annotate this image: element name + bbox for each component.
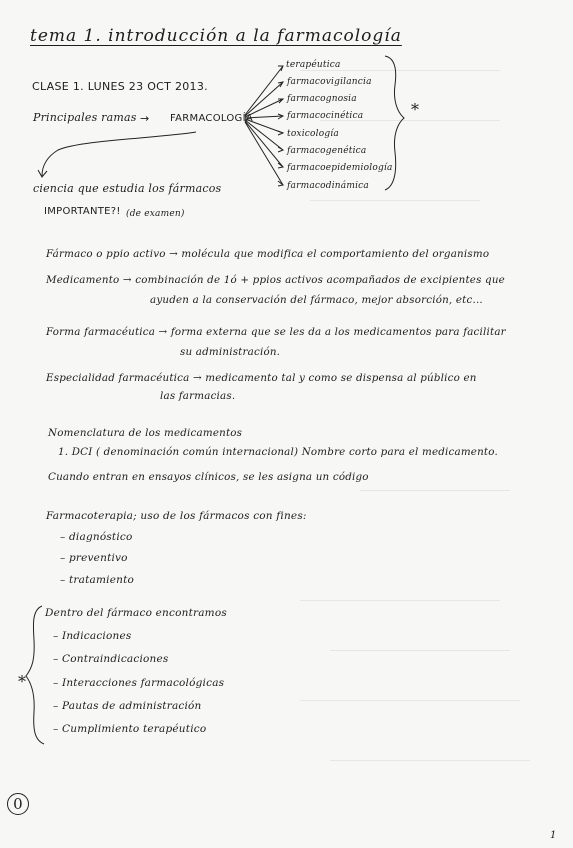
especialidad-definition-1: Especialidad farmacéutica → medicamento tal y como se dispensa al público en <box>46 372 477 384</box>
farmacoterapia-line: Farmacoterapia; uso de los fármacos con fines: <box>46 510 307 522</box>
dentro-label: Cumplimiento terapéutico <box>62 723 207 735</box>
dentro-label: Pautas de administración <box>62 700 202 712</box>
page-circle: 0 <box>7 793 29 815</box>
nomenclatura-title: Nomenclatura de los medicamentos <box>48 427 243 439</box>
arrow-glyph: → <box>140 112 150 125</box>
branch-item: farmacovigilancia <box>287 77 372 87</box>
branches-label: Principales ramas <box>33 111 137 124</box>
dentro-label: Indicaciones <box>62 630 132 642</box>
dentro-label: Contraindicaciones <box>62 653 169 665</box>
farmaco-definition: Fármaco o ppio activo → molécula que modifica el comportamiento del organismo <box>46 248 490 260</box>
branch-item: farmacoepidemiología <box>287 163 393 173</box>
class-header: CLASE 1. LUNES 23 OCT 2013. <box>32 80 208 93</box>
dentro-label: Interacciones farmacológicas <box>62 677 225 689</box>
dentro-item: – Contraindicaciones <box>53 653 169 665</box>
fin-label: preventivo <box>69 552 128 564</box>
especialidad-definition-2: las farmacias. <box>160 390 236 402</box>
dentro-title: Dentro del fármaco encontramos <box>45 607 227 619</box>
forma-definition-1: Forma farmacéutica → forma externa que se les da a los medicamentos para facilitar <box>46 326 506 338</box>
forma-definition-2: su administración. <box>180 346 281 358</box>
fin-label: tratamiento <box>69 574 135 586</box>
branch-item: farmacognosia <box>287 94 357 104</box>
branch-item: terapéutica <box>286 60 341 70</box>
medicamento-definition-1: Medicamento → combinación de 1ó + ppios activos acompañados de excipientes que <box>46 274 505 286</box>
dentro-item: – Cumplimiento terapéutico <box>53 723 207 735</box>
branch-item: farmacodinámica <box>287 181 369 191</box>
dentro-item: – Interacciones farmacológicas <box>53 677 225 689</box>
dentro-item: – Indicaciones <box>53 630 132 642</box>
dci-line: 1. DCI ( denominación común internacional) Nombre corto para el medicamento. <box>58 446 498 458</box>
center-word: FARMACOLOGÍA <box>170 113 253 124</box>
dentro-item: – Pautas de administración <box>53 700 202 712</box>
page-number: 1 <box>550 830 557 841</box>
definition-text: ciencia que estudia los fármacos <box>33 182 222 195</box>
fin-item: – preventivo <box>60 552 128 564</box>
branch-item: farmacocinética <box>287 111 364 121</box>
star-mark: * <box>411 100 420 119</box>
branch-item: farmacogenética <box>287 146 367 156</box>
important-label: IMPORTANTE?! <box>44 206 121 217</box>
fin-item: – tratamiento <box>60 574 135 586</box>
ensayos-line: Cuando entran en ensayos clínicos, se les asigna un código <box>48 471 369 483</box>
fin-label: diagnóstico <box>69 531 133 543</box>
branch-item: toxicología <box>287 129 339 139</box>
exam-note: (de examen) <box>126 209 185 219</box>
fin-item: – diagnóstico <box>60 531 133 543</box>
star-mark: * <box>18 672 27 691</box>
page-title: tema 1. introducción a la farmacología <box>30 26 402 46</box>
medicamento-definition-2: ayuden a la conservación del fármaco, mejor absorción, etc... <box>150 294 483 306</box>
